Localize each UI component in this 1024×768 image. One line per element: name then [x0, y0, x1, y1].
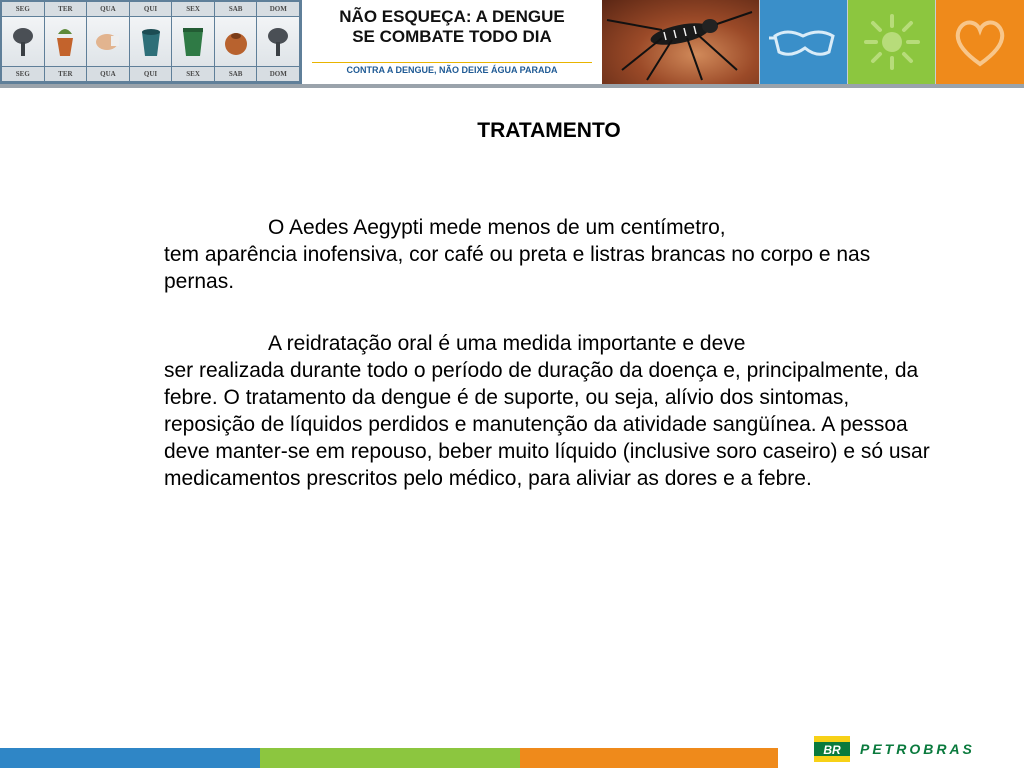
headline-line: SE COMBATE TODO DIA — [352, 27, 552, 46]
bucket-icon — [136, 24, 166, 60]
campaign-headline — [302, 0, 602, 84]
weekday-label: QUA — [87, 2, 130, 16]
weekday-label: QUI — [130, 67, 173, 81]
weekday-label: SEX — [172, 67, 215, 81]
day-illustration — [45, 17, 87, 66]
headline-title — [302, 7, 602, 47]
weekday-label: QUI — [130, 2, 173, 16]
petrobras-brand — [814, 734, 975, 764]
weekday-calendar-strip — [0, 0, 302, 84]
body-paragraph — [164, 330, 932, 492]
body-paragraph — [164, 214, 932, 295]
safety-goggles-icon — [769, 22, 839, 62]
weekday-label: DOM — [257, 2, 300, 16]
br-logo-icon — [814, 736, 850, 762]
paragraph-text: tem aparência inofensiva, cor café ou preta e listras brancas no corpo e nas pernas. — [164, 243, 871, 293]
weekday-label: SEG — [2, 2, 45, 16]
weekday-label: TER — [45, 67, 88, 81]
weekday-label: SEG — [2, 67, 45, 81]
header-banner — [0, 0, 1024, 84]
day-illustration — [172, 17, 214, 66]
slide-title: TRATAMENTO — [477, 119, 621, 142]
day-illustration — [130, 17, 172, 66]
clay-vase-icon — [221, 24, 251, 60]
paragraph-first-line: O Aedes Aegypti mede menos de um centímetro, — [268, 216, 726, 239]
weekday-label: SEX — [172, 2, 215, 16]
heart-panel — [936, 0, 1024, 84]
plant-icon — [8, 24, 38, 60]
weekday-row-top — [2, 2, 300, 16]
mosquito-icon — [602, 0, 759, 84]
footer-bar-orange — [520, 748, 778, 768]
plant-icon — [263, 24, 293, 60]
weekday-row-bottom — [2, 67, 300, 81]
footer-bar-blue — [0, 748, 260, 768]
flower-pot-icon — [50, 24, 80, 60]
weekday-label: SAB — [215, 67, 258, 81]
day-illustration — [257, 17, 299, 66]
goggles-panel — [760, 0, 847, 84]
headline-subtitle: CONTRA A DENGUE, NÃO DEIXE ÁGUA PARADA — [312, 62, 592, 79]
hand-icon — [93, 24, 123, 60]
mosquito-photo — [602, 0, 759, 84]
sun-panel — [848, 0, 935, 84]
sunflower-icon — [862, 12, 922, 72]
weekday-label: SAB — [215, 2, 258, 16]
brand-name: PETROBRAS — [860, 741, 975, 757]
banner-divider — [0, 84, 1024, 88]
br-logo-text: BR — [823, 743, 841, 757]
headline-line: NÃO ESQUEÇA: A DENGUE — [339, 7, 565, 26]
paragraph-first-line: A reidratação oral é uma medida importante e deve — [268, 332, 746, 355]
weekday-label: DOM — [257, 67, 300, 81]
weekday-illustrations — [2, 17, 300, 66]
day-illustration — [87, 17, 129, 66]
weekday-label: TER — [45, 2, 88, 16]
green-bin-icon — [178, 24, 208, 60]
paragraph-text: ser realizada durante todo o período de duração da doença e, principalmente, da febre. O tratamento da dengue é de suporte, ou seja, alívio dos sintomas, reposição de líquidos perdidos e manutenção da atividade sangüínea. A pessoa deve manter-se em repouso, beber muito líquido (inclusive soro caseiro) e só usar medicamentos prescritos pelo médico, para aliviar as dores e a febre. — [164, 359, 930, 490]
weekday-label: QUA — [87, 67, 130, 81]
footer-bar-green — [260, 748, 520, 768]
day-illustration — [215, 17, 257, 66]
day-illustration — [2, 17, 44, 66]
br-logo — [814, 736, 850, 762]
heart-icon — [950, 16, 1010, 68]
